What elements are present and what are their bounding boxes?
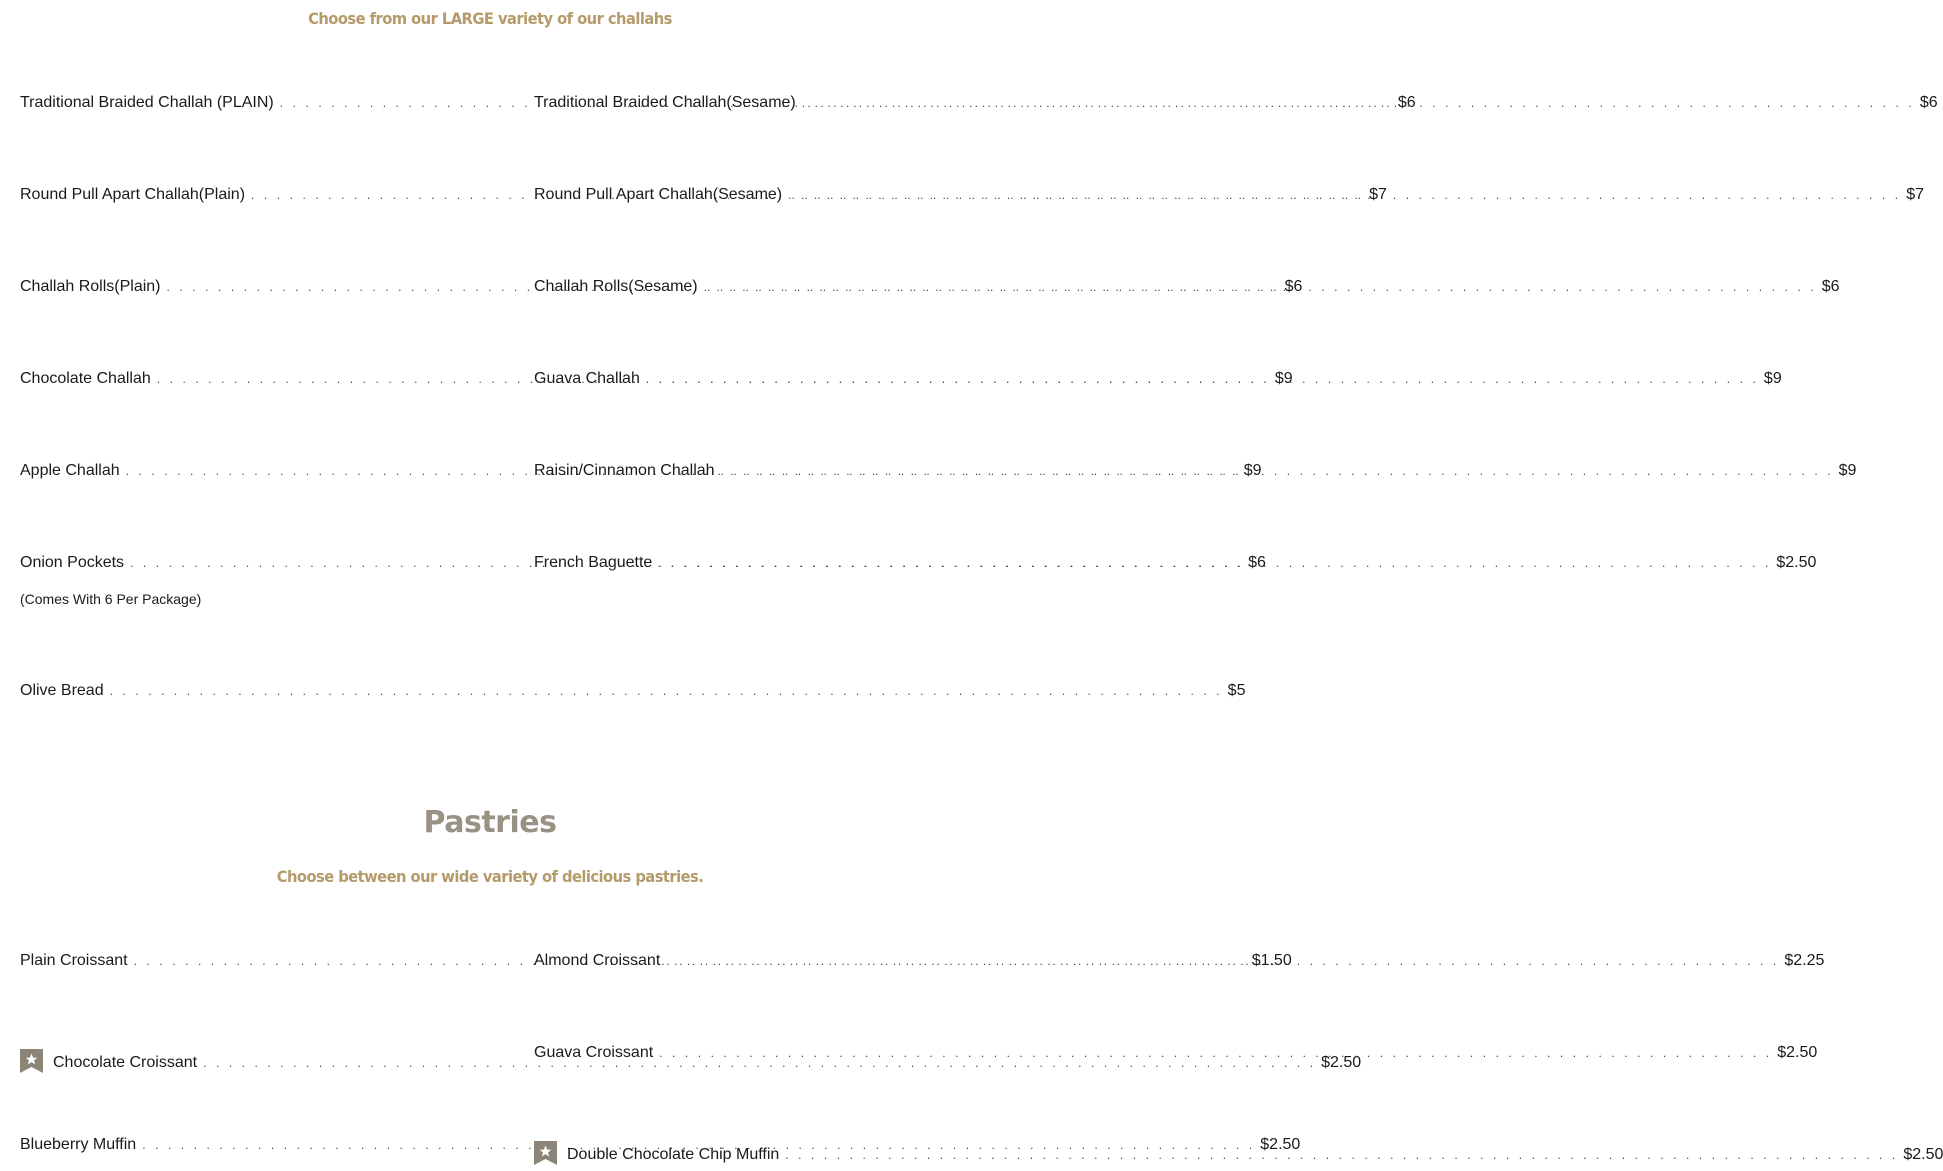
menu-item-price: $2.50 bbox=[1903, 1146, 1943, 1163]
menu-item-name: French Baguette bbox=[534, 554, 653, 571]
menu-item-name: Traditional Braided Challah (PLAIN) bbox=[20, 94, 274, 111]
menu-item bbox=[534, 185, 1925, 205]
dot-leader bbox=[646, 369, 1759, 389]
dot-leader bbox=[659, 1043, 1772, 1063]
menu-item-name: Traditional Braided Challah(Sesame) bbox=[534, 94, 796, 111]
menu-item-price: $6 bbox=[1248, 554, 1266, 571]
menu-item-price: $2.50 bbox=[1321, 1054, 1362, 1071]
menu-item-name: Double Chocolate Chip Muffin bbox=[567, 1146, 780, 1163]
star-badge-icon bbox=[20, 1049, 43, 1073]
dot-leader bbox=[666, 951, 1779, 971]
menu-item bbox=[534, 461, 1857, 481]
menu-item-price: $7 bbox=[1906, 186, 1925, 203]
menu-item-name: Challah Rolls(Sesame) bbox=[534, 278, 698, 295]
menu-item-price: $1.50 bbox=[1251, 952, 1292, 969]
menu-item-price: $2.50 bbox=[1776, 554, 1817, 571]
menu-item-name: Onion Pockets bbox=[20, 554, 125, 571]
menu-item-name: Raisin/Cinnamon Challah bbox=[534, 462, 715, 479]
menu-item-price: $2.50 bbox=[1260, 1136, 1301, 1153]
menu-item-price: $6 bbox=[1397, 94, 1416, 111]
star-badge-icon bbox=[534, 1141, 557, 1165]
menu-item-note: (Comes With 6 Per Package) bbox=[20, 591, 202, 607]
menu-item bbox=[534, 1135, 1943, 1165]
menu-item-name: Chocolate Croissant bbox=[53, 1054, 198, 1071]
menu-item-name: Guava Croissant bbox=[534, 1044, 654, 1061]
dot-leader bbox=[802, 93, 1915, 113]
menu-item-price: $6 bbox=[1919, 94, 1938, 111]
dot-leader bbox=[704, 277, 1817, 297]
dot-leader bbox=[110, 681, 1223, 701]
menu-item-name: Round Pull Apart Challah(Plain) bbox=[20, 186, 246, 203]
dot-leader bbox=[785, 1145, 1898, 1165]
menu-item-name: Almond Croissant bbox=[534, 952, 661, 969]
menu-item-name: Guava Challah bbox=[534, 370, 640, 387]
pastries-subtitle: Choose between our wide variety of delicious pastries. bbox=[276, 867, 704, 886]
menu-item bbox=[534, 277, 1840, 297]
menu-item-price: $5 bbox=[1227, 682, 1246, 699]
section-title-pastries: Pastries bbox=[423, 805, 557, 840]
menu-item-name: Apple Challah bbox=[20, 462, 120, 479]
menu-item-price: $2.25 bbox=[1784, 952, 1825, 969]
menu-item-price: $6 bbox=[1284, 278, 1303, 295]
dot-leader bbox=[721, 461, 1834, 481]
menu-item bbox=[534, 369, 1782, 389]
menu-item-price: $7 bbox=[1369, 186, 1387, 203]
menu-item bbox=[534, 1043, 1818, 1063]
menu-item-price: $9 bbox=[1763, 370, 1782, 387]
dot-leader bbox=[788, 185, 1901, 205]
menu-item-price: $9 bbox=[1274, 370, 1293, 387]
menu-item bbox=[534, 553, 1817, 573]
dot-leader bbox=[658, 553, 1771, 573]
menu-item-name: Plain Croissant bbox=[20, 952, 128, 969]
menu-item-price: $6 bbox=[1821, 278, 1840, 295]
menu-item-name: Olive Bread bbox=[20, 682, 104, 699]
menu-item-name: Challah Rolls(Plain) bbox=[20, 278, 161, 295]
menu-item bbox=[20, 681, 1246, 701]
menu-item-price: $9 bbox=[1838, 462, 1857, 479]
challahs-subtitle: Choose from our LARGE variety of our challahs bbox=[308, 9, 672, 28]
menu-item-name: Round Pull Apart Challah(Sesame) bbox=[534, 186, 783, 203]
menu-item-name: Chocolate Challah bbox=[20, 370, 151, 387]
menu-item-price: $2.50 bbox=[1777, 1044, 1818, 1061]
menu-item bbox=[534, 93, 1938, 113]
menu-item-name: Blueberry Muffin bbox=[20, 1136, 137, 1153]
menu-item-price: $9 bbox=[1243, 462, 1262, 479]
